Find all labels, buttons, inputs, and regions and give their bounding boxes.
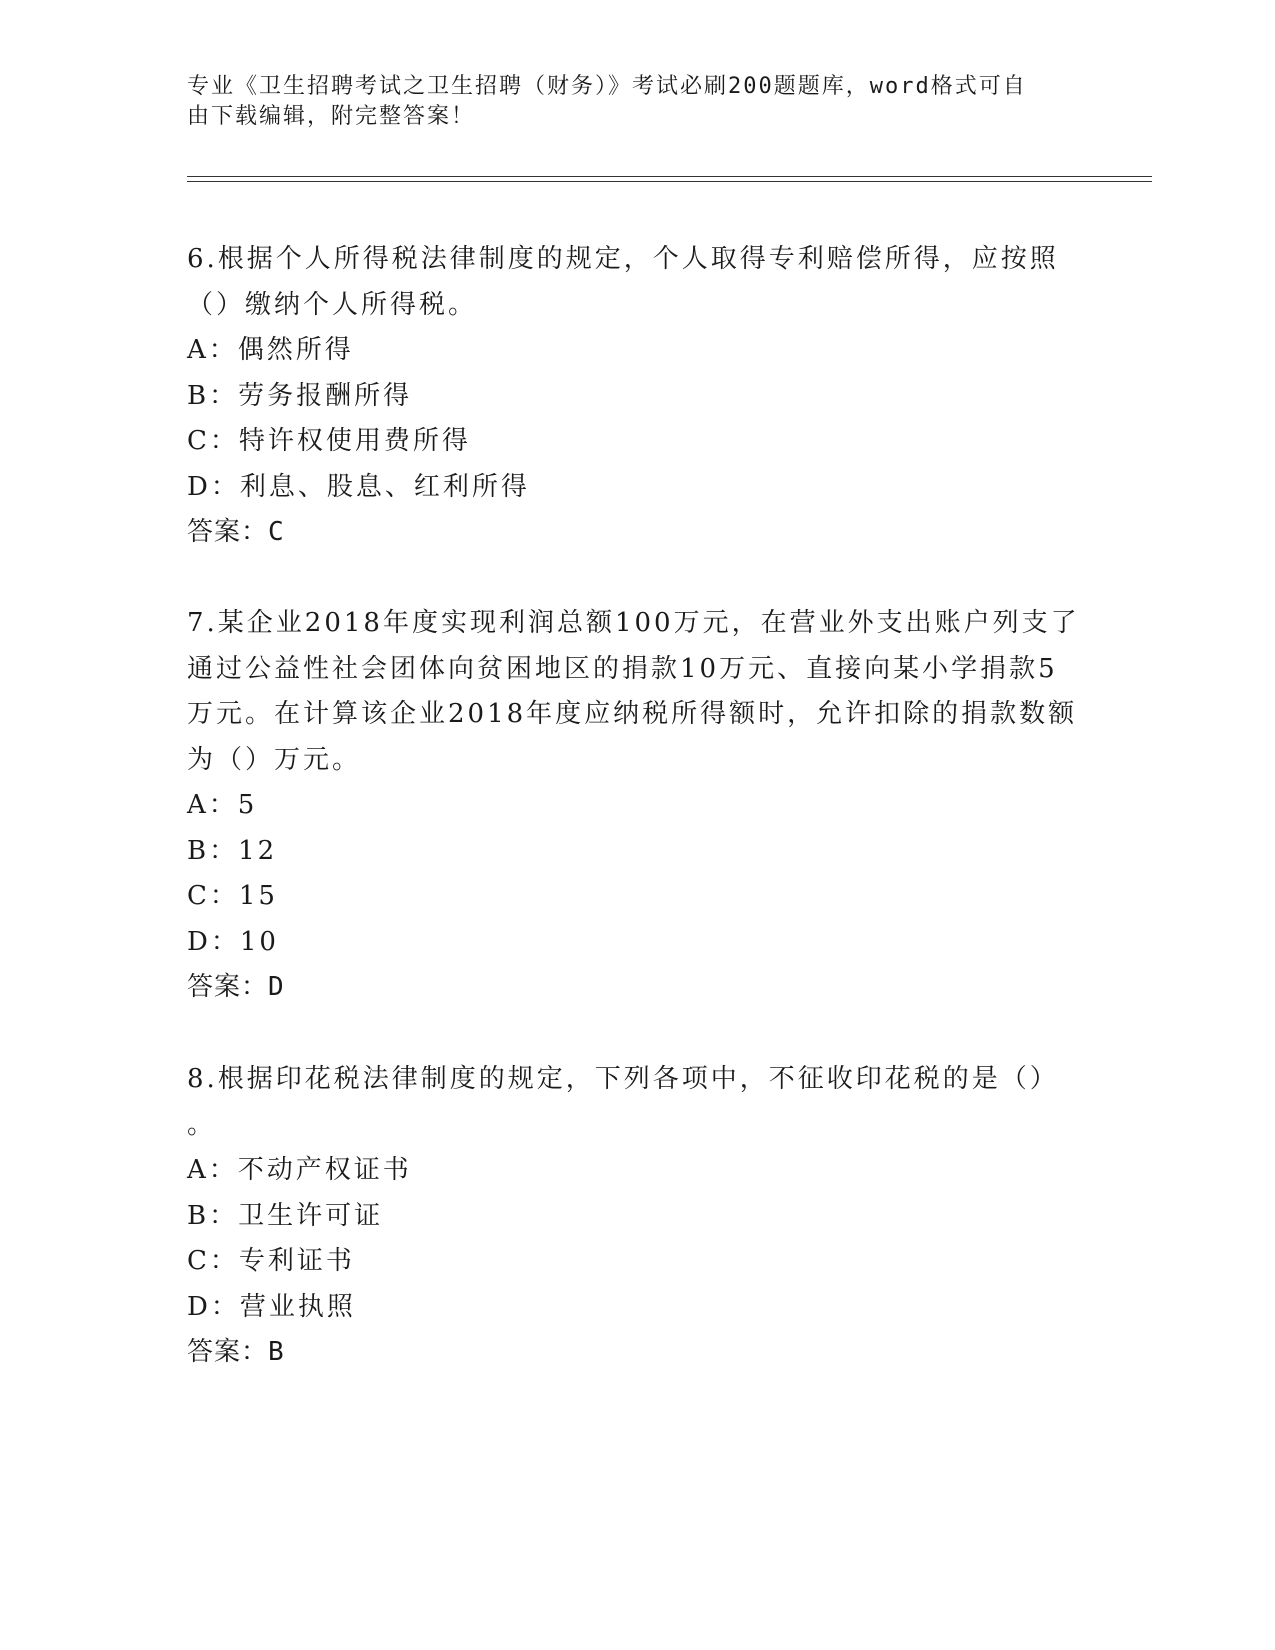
question-8 [187,1057,1087,1376]
option-a: A：偶然所得 [187,335,354,365]
option-a: A：5 [187,790,258,820]
option-d: D：利息、股息、红利所得 [187,471,530,502]
option-c: C：特许权使用费所得 [187,426,471,456]
question-stem-line: （）缴纳个人所得税。 [187,289,478,320]
answer-line: 答案：D [187,972,285,1002]
question-7 [187,601,1087,1011]
option-c: C：15 [187,881,278,911]
option-d: D：10 [187,926,279,957]
option-d: D：营业执照 [187,1291,356,1322]
answer-line: 答案：B [187,1337,285,1367]
header-divider-top [187,176,1152,177]
document-header [187,72,1067,132]
header-line-1: 专业《卫生招聘考试之卫生招聘（财务）》考试必刷200题题库，word格式可自 [187,74,1027,99]
header-line-2: 由下载编辑，附完整答案！ [187,104,476,129]
option-c: C：专利证书 [187,1246,355,1276]
question-stem-line: 为（）万元。 [187,744,362,775]
option-b: B：12 [187,835,278,866]
option-b: B：劳务报酬所得 [187,380,413,411]
option-a: A：不动产权证书 [187,1155,412,1185]
question-stem-line: 。 [187,1109,217,1140]
answer-line: 答案：C [187,517,285,547]
question-stem-line: 7.某企业2018年度实现利润总额100万元，在营业外支出账户列支了 [187,608,1080,638]
question-stem-line: 6.根据个人所得税法律制度的规定，个人取得专利赔偿所得，应按照 [187,244,1059,274]
option-b: B：卫生许可证 [187,1200,384,1231]
question-6 [187,237,1087,556]
question-stem-line: 8.根据印花税法律制度的规定，下列各项中，不征收印花税的是（） [187,1064,1059,1094]
question-stem-line: 万元。在计算该企业2018年度应纳税所得额时，允许扣除的捐款数额 [187,699,1078,729]
question-stem-line: 通过公益性社会团体向贫困地区的捐款10万元、直接向某小学捐款5 [187,653,1058,684]
header-divider-bottom [187,181,1152,182]
